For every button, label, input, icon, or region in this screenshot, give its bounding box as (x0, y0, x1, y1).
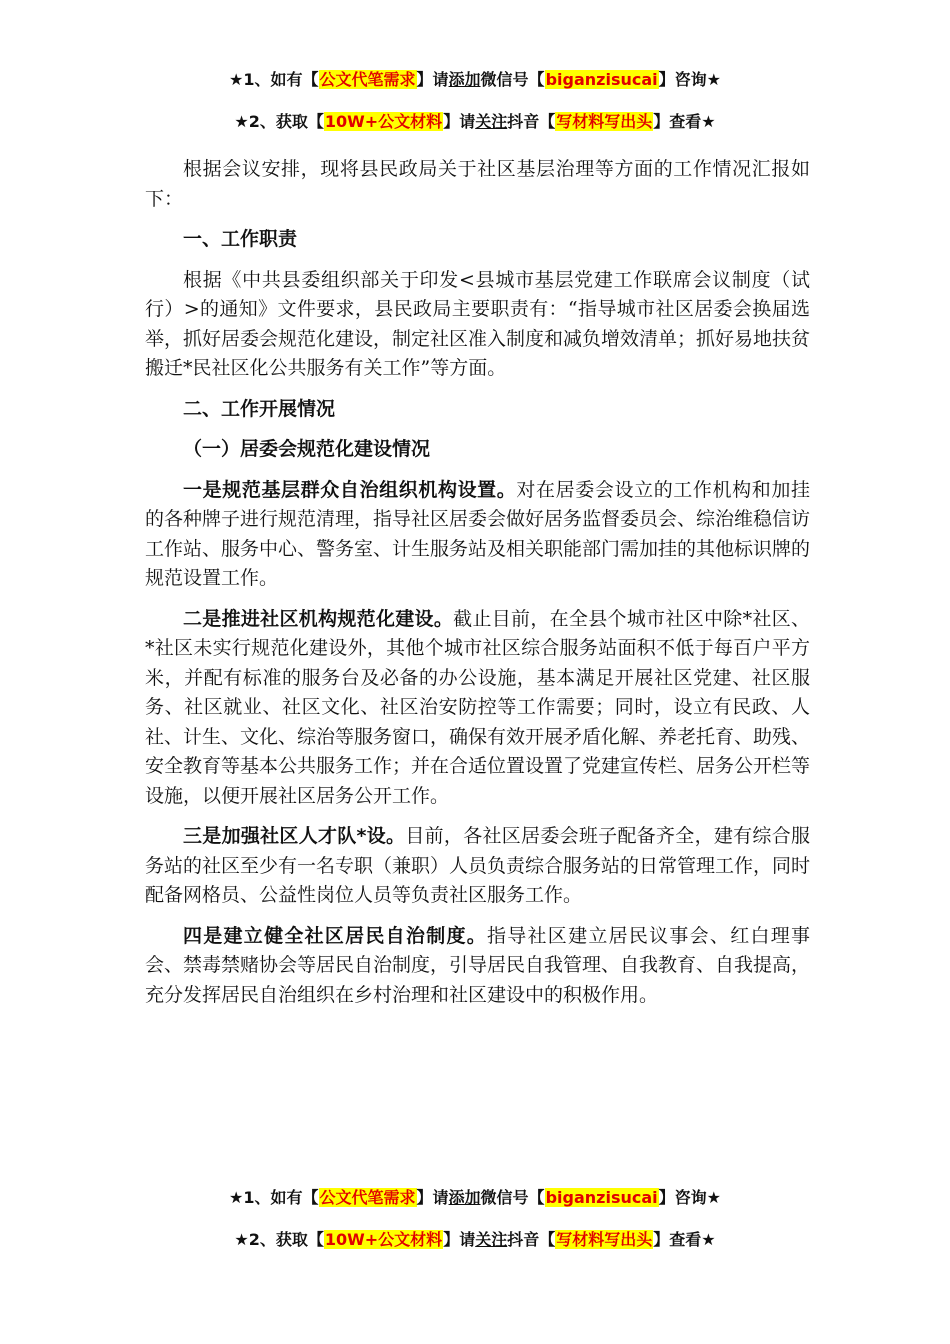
promo-line-1-bottom (0, 1186, 950, 1210)
promo-highlight: biganzisucai (545, 1188, 658, 1207)
promo-highlight: 写材料写出头 (556, 112, 653, 131)
subsection-heading-norm: （一）居委会规范化建设情况 (183, 438, 431, 460)
item-text: 截止目前，在全县个城市社区中除*社区、*社区未实行规范化建设外，其他个城市社区综合服务站面积不低于每百户平方米，并配有标准的服务台及必备的办公设施，基本满足开展社区党建、社区服务、社区就业、社区文化、社区治安防控等工作需要；同时，设立有民政、人社、计生、文化、综治等服务窗口，确保有效开展矛盾化解、养老托育、助残、安全教育等基本公共服务工作；并在合适位置设置了党建宣传栏、居务公开栏等设施，以便开展社区居务公开工作。 (145, 607, 811, 807)
item-lead: 一是规范基层群众自治组织机构设置。 (183, 478, 517, 501)
promo-text: 】请 (416, 70, 449, 89)
item-paragraph-4 (145, 922, 810, 1011)
promo-highlight: 公文代笔需求 (319, 1188, 416, 1207)
promo-text: 】请 (443, 1230, 476, 1249)
document-body (145, 155, 810, 1021)
promo-highlight: 写材料写出头 (556, 1230, 653, 1249)
item-text: 目前，各社区居委会班子配备齐全，建有综合服务站的社区至少有一名专职（兼职）人员负责综合服务站的日常管理工作，同时配备网格员、公益性岗位人员等负责社区服务工作。 (145, 825, 811, 906)
promo-text: 微信号【 (480, 1188, 545, 1207)
promo-text: 】咨询★ (658, 1188, 721, 1207)
promo-underline: 关注 (475, 112, 508, 131)
section-heading-duties: 一、工作职责 (183, 228, 298, 250)
item-lead: 二是推进社区机构规范化建设。 (183, 607, 454, 630)
promo-text: ★1、如有【 (229, 1188, 319, 1207)
item-lead: 四是建立健全社区居民自治制度。 (183, 924, 487, 947)
item-paragraph-1 (145, 476, 810, 594)
promo-text: 抖音【 (507, 1230, 556, 1249)
promo-text: 】查看★ (653, 112, 716, 131)
duties-paragraph: 根据《中共县委组织部关于印发<县城市基层党建工作联席会议制度（试行）>的通知》文件要求，县民政局主要职责有：“指导城市社区居委会换届选举，抓好居委会规范化建设，制定社区准入制度和减负增效清单；抓好易地扶贫搬迁*民社区化公共服务有关工作”等方面。 (145, 268, 811, 379)
promo-highlight: biganzisucai (545, 70, 658, 89)
promo-line-1-top (0, 68, 950, 92)
promo-text: 抖音【 (507, 112, 556, 131)
intro-paragraph: 根据会议安排，现将县民政局关于社区基层治理等方面的工作情况汇报如下： (145, 158, 810, 210)
item-paragraph-3 (145, 822, 810, 911)
promo-line-2-top (0, 110, 950, 134)
promo-text: 】请 (443, 112, 476, 131)
promo-text: 】请 (416, 1188, 449, 1207)
item-paragraph-2 (145, 605, 810, 812)
promo-text: 微信号【 (480, 70, 545, 89)
item-lead: 三是加强社区人才队*设。 (183, 825, 406, 847)
promo-highlight: 公文代笔需求 (319, 70, 416, 89)
promo-highlight: 10W+公文材料 (324, 112, 443, 131)
promo-text: ★2、获取【 (234, 112, 324, 131)
promo-line-2-bottom (0, 1228, 950, 1252)
item-text: 对在居委会设立的工作机构和加挂的各种牌子进行规范清理，指导社区居委会做好居务监督委员会、综治维稳信访工作站、服务中心、警务室、计生服务站及相关职能部门需加挂的其他标识牌的规范设置工作。 (145, 478, 811, 589)
promo-underline: 添加 (448, 70, 481, 89)
promo-text: 】咨询★ (658, 70, 721, 89)
promo-text: ★1、如有【 (229, 70, 319, 89)
item-text: 指导社区建立居民议事会、红白理事会、禁毒禁赌协会等居民自治制度，引导居民自我管理、自我教育、自我提高，充分发挥居民自治组织在乡村治理和社区建设中的积极作用。 (145, 924, 811, 1006)
promo-highlight: 10W+公文材料 (324, 1230, 443, 1249)
promo-underline: 关注 (475, 1230, 508, 1249)
promo-text: 】查看★ (653, 1230, 716, 1249)
section-heading-progress: 二、工作开展情况 (183, 397, 336, 420)
promo-underline: 添加 (448, 1188, 481, 1207)
promo-text: ★2、获取【 (234, 1230, 324, 1249)
